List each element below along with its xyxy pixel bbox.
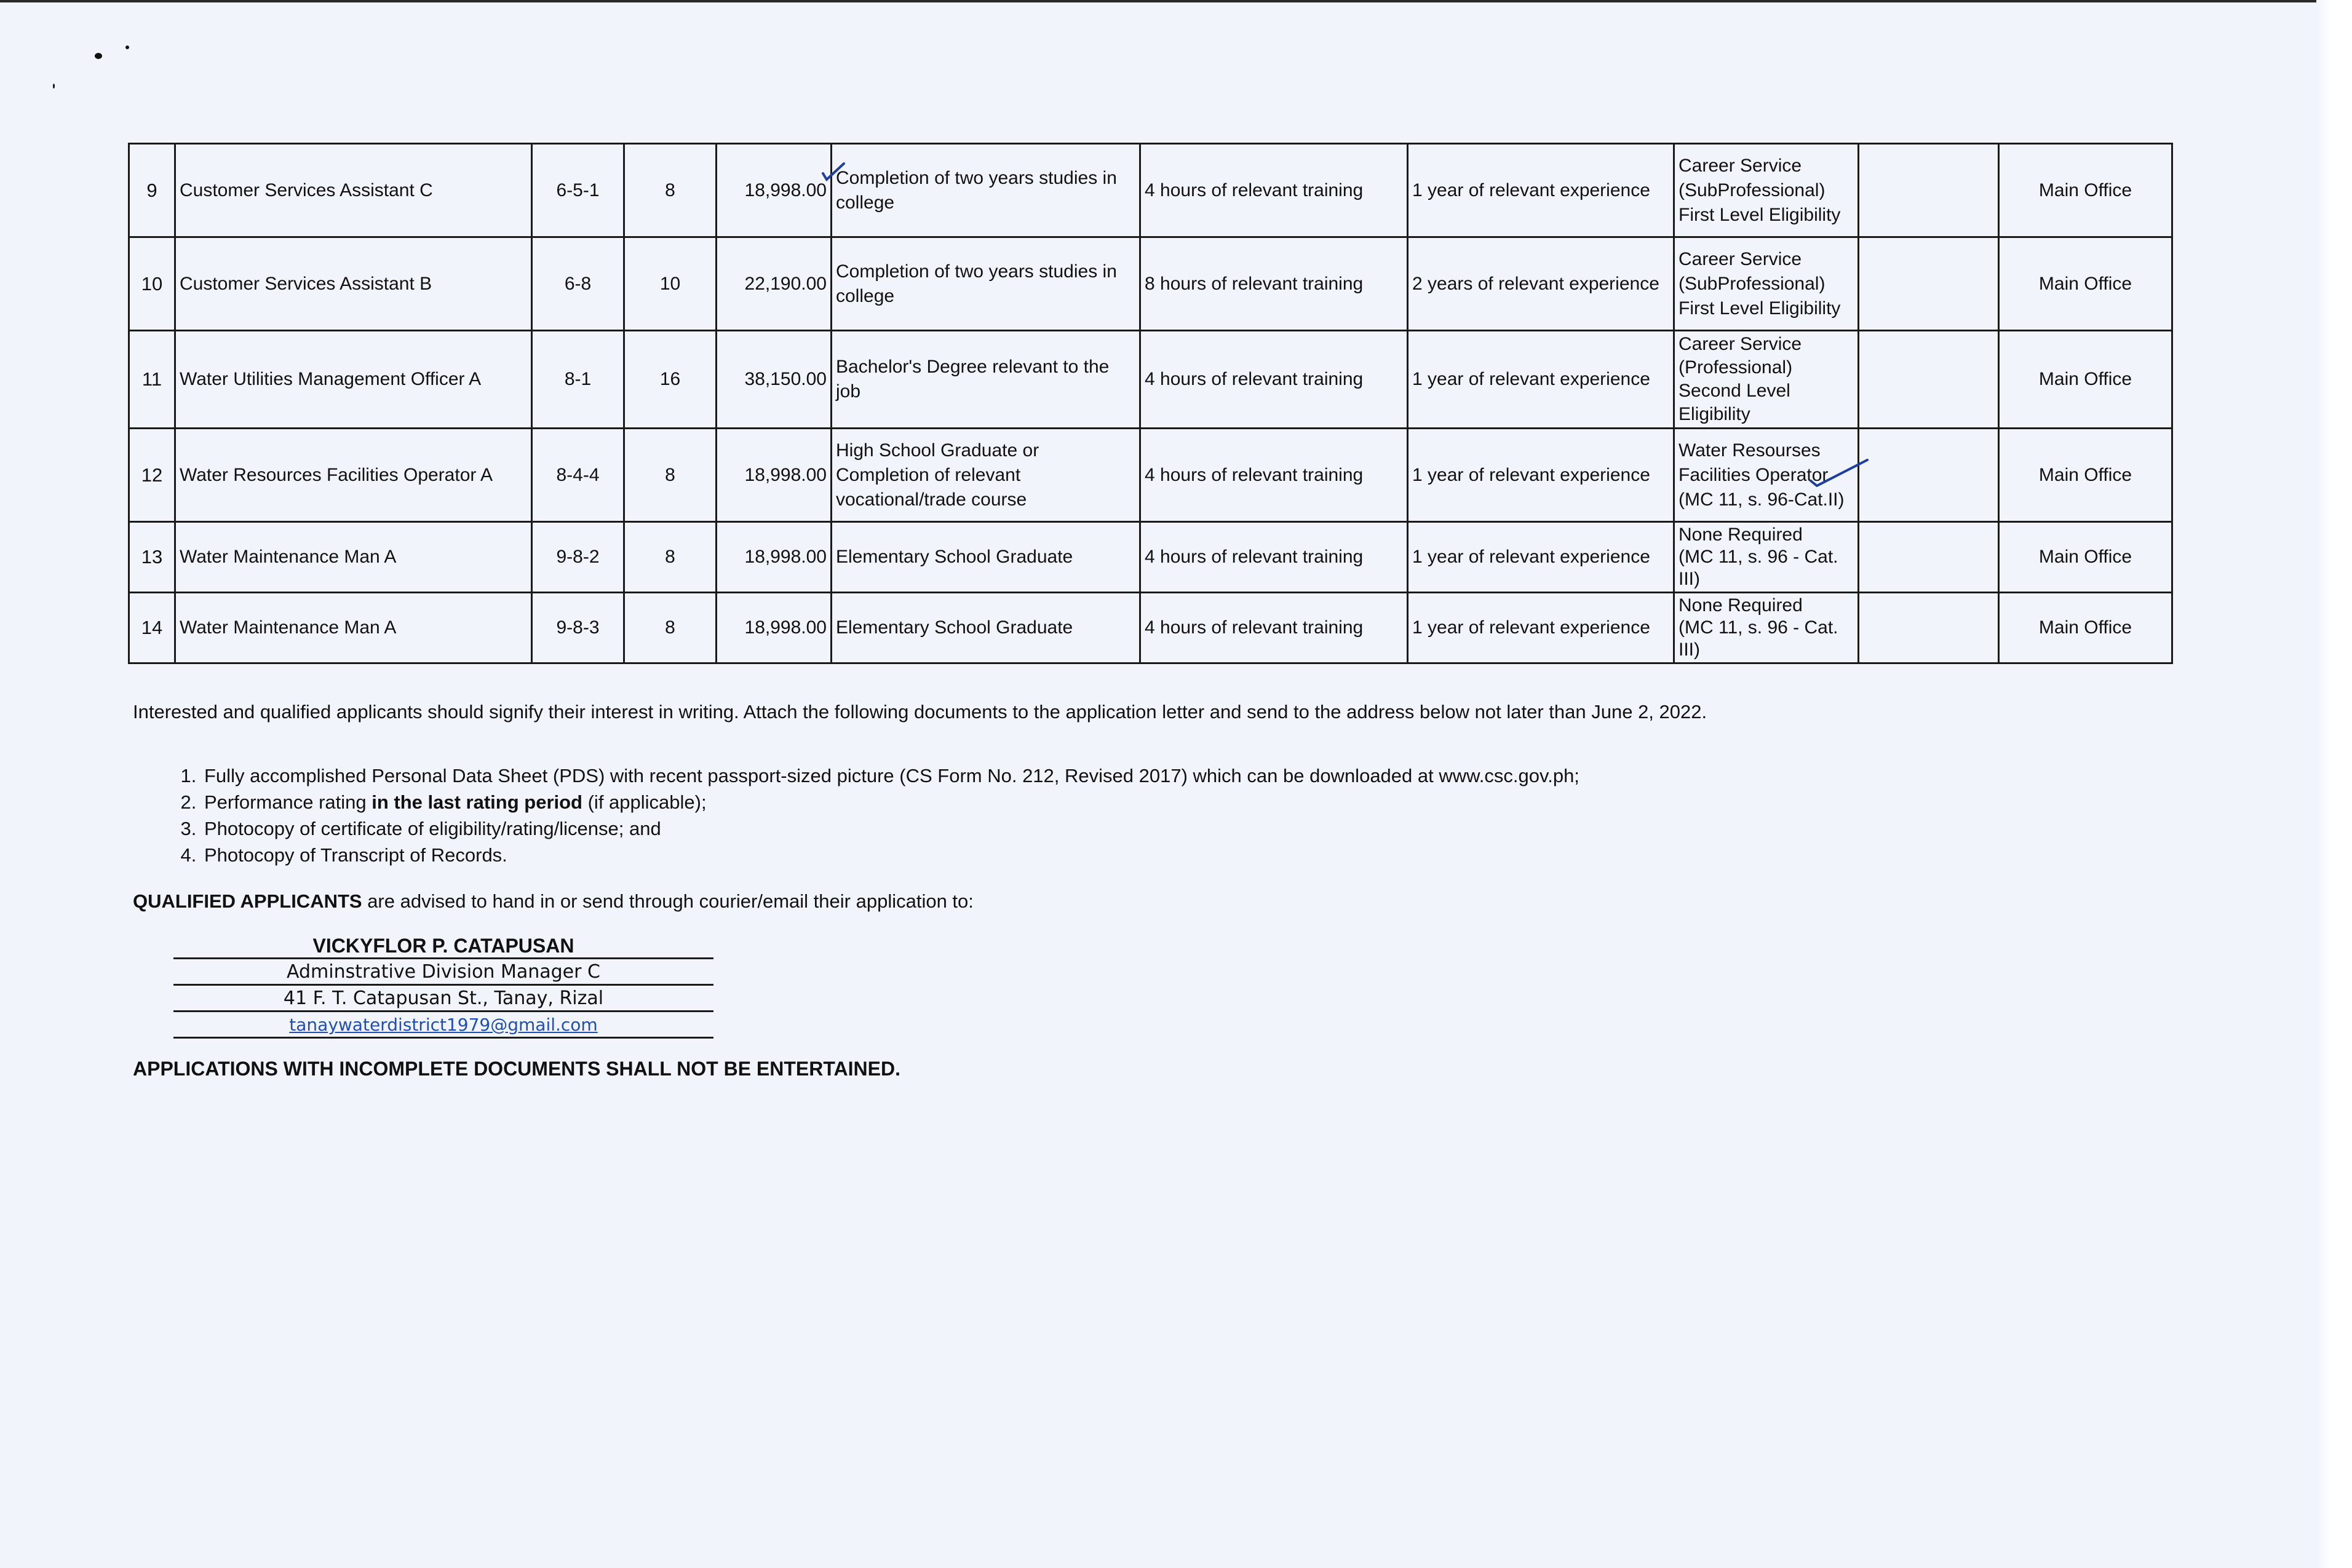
- place-of-assignment: Main Office: [1999, 144, 2172, 237]
- experience-requirement: 1 year of relevant experience: [1408, 522, 1674, 593]
- place-of-assignment: Main Office: [1999, 429, 2172, 522]
- competency-cell: [1859, 429, 1999, 522]
- training-requirement: 4 hours of relevant training: [1140, 144, 1408, 237]
- contact-position: Adminstrative Division Manager C: [173, 959, 713, 986]
- monthly-salary: 22,190.00: [717, 237, 832, 331]
- requirement-emphasis: in the last rating period: [371, 791, 582, 813]
- contact-email-link[interactable]: tanaywaterdistrict1979@gmail.com: [289, 1015, 598, 1035]
- requirement-text: (if applicable);: [582, 791, 707, 813]
- training-requirement: 4 hours of relevant training: [1140, 593, 1408, 663]
- training-requirement: 4 hours of relevant training: [1140, 331, 1408, 429]
- plantilla-item-no: 9-8-3: [532, 593, 624, 663]
- training-requirement: 4 hours of relevant training: [1140, 522, 1408, 593]
- place-of-assignment: Main Office: [1999, 331, 2172, 429]
- scan-top-edge: [0, 0, 2352, 2]
- salary-grade: 16: [624, 331, 717, 429]
- training-requirement: 4 hours of relevant training: [1140, 429, 1408, 522]
- eligibility-requirement: None Required (MC 11, s. 96 - Cat. III): [1674, 593, 1859, 663]
- row-number: 9: [129, 144, 175, 237]
- competency-cell: [1859, 331, 1999, 429]
- competency-cell: [1859, 144, 1999, 237]
- notice-text: are advised to hand in or send through courier/email their application to:: [362, 890, 974, 912]
- education-requirement: Bachelor's Degree relevant to the job: [832, 331, 1140, 429]
- position-title: Water Maintenance Man A: [175, 522, 532, 593]
- application-instructions: Interested and qualified applicants should signify their interest in writing. Attach the following documents to the application letter and send to the address below not later than June 2, 2022.: [133, 701, 1707, 723]
- row-number: 12: [129, 429, 175, 522]
- monthly-salary: 18,998.00: [717, 144, 832, 237]
- row-number: 13: [129, 522, 175, 593]
- education-requirement: Elementary School Graduate: [832, 593, 1140, 663]
- table-row: [129, 331, 2172, 429]
- submission-notice: [133, 889, 2101, 914]
- experience-requirement: 1 year of relevant experience: [1408, 331, 1674, 429]
- requirement-text: Performance rating: [204, 791, 372, 813]
- requirement-text: Photocopy of Transcript of Records.: [204, 844, 507, 866]
- salary-grade: 8: [624, 593, 717, 663]
- scan-right-edge: [2316, 0, 2352, 1568]
- list-item: [202, 762, 2108, 789]
- training-requirement: 8 hours of relevant training: [1140, 237, 1408, 331]
- list-item: [202, 815, 2108, 842]
- monthly-salary: 18,998.00: [717, 429, 832, 522]
- experience-requirement: 1 year of relevant experience: [1408, 429, 1674, 522]
- list-item: [202, 789, 2108, 815]
- table-row: [129, 144, 2172, 237]
- salary-grade: 8: [624, 144, 717, 237]
- eligibility-requirement: Water Resourses Facilities Operator (MC 11, s. 96-Cat.II): [1674, 429, 1859, 522]
- row-number: 11: [129, 331, 175, 429]
- education-requirement: Elementary School Graduate: [832, 522, 1140, 593]
- contact-address: 41 F. T. Catapusan St., Tanay, Rizal: [173, 986, 713, 1012]
- contact-name: VICKYFLOR P. CATAPUSAN: [173, 933, 713, 959]
- plantilla-item-no: 8-4-4: [532, 429, 624, 522]
- eligibility-requirement: None Required (MC 11, s. 96 - Cat. III): [1674, 522, 1859, 593]
- monthly-salary: 18,998.00: [717, 593, 832, 663]
- plantilla-item-no: 6-8: [532, 237, 624, 331]
- experience-requirement: 1 year of relevant experience: [1408, 144, 1674, 237]
- scan-speck: [53, 84, 55, 89]
- plantilla-item-no: 9-8-2: [532, 522, 624, 593]
- requirement-text: Photocopy of certificate of eligibility/rating/license; and: [204, 818, 661, 839]
- experience-requirement: 2 years of relevant experience: [1408, 237, 1674, 331]
- competency-cell: [1859, 593, 1999, 663]
- table-row: [129, 593, 2172, 663]
- row-number: 14: [129, 593, 175, 663]
- pen-checkmark-icon: [1808, 459, 1870, 487]
- positions-table: [128, 143, 2173, 664]
- position-title: Water Utilities Management Officer A: [175, 331, 532, 429]
- salary-grade: 10: [624, 237, 717, 331]
- pen-checkmark-icon: [822, 161, 846, 183]
- place-of-assignment: Main Office: [1999, 593, 2172, 663]
- requirement-text: Fully accomplished Personal Data Sheet (PDS) with recent passport-sized picture (CS Form No. 212, Revised 2017) which can be downloaded at www.csc.gov.ph;: [204, 765, 1579, 786]
- scan-speck: [125, 46, 129, 49]
- contact-block: [173, 933, 713, 1039]
- notice-emphasis: QUALIFIED APPLICANTS: [133, 890, 362, 912]
- eligibility-requirement: Career Service (SubProfessional) First Level Eligibility: [1674, 144, 1859, 237]
- row-number: 10: [129, 237, 175, 331]
- table-row: [129, 522, 2172, 593]
- eligibility-requirement: Career Service (SubProfessional) First Level Eligibility: [1674, 237, 1859, 331]
- position-title: Customer Services Assistant B: [175, 237, 532, 331]
- education-requirement: High School Graduate or Completion of relevant vocational/trade course: [832, 429, 1140, 522]
- salary-grade: 8: [624, 522, 717, 593]
- place-of-assignment: Main Office: [1999, 522, 2172, 593]
- monthly-salary: 38,150.00: [717, 331, 832, 429]
- salary-grade: 8: [624, 429, 717, 522]
- place-of-assignment: Main Office: [1999, 237, 2172, 331]
- experience-requirement: 1 year of relevant experience: [1408, 593, 1674, 663]
- competency-cell: [1859, 237, 1999, 331]
- requirements-list: [178, 762, 2108, 868]
- education-requirement: Completion of two years studies in college: [832, 237, 1140, 331]
- position-title: Water Resources Facilities Operator A: [175, 429, 532, 522]
- competency-cell: [1859, 522, 1999, 593]
- incomplete-documents-warning: APPLICATIONS WITH INCOMPLETE DOCUMENTS SHALL NOT BE ENTERTAINED.: [133, 1058, 900, 1080]
- monthly-salary: 18,998.00: [717, 522, 832, 593]
- plantilla-item-no: 6-5-1: [532, 144, 624, 237]
- plantilla-item-no: 8-1: [532, 331, 624, 429]
- list-item: [202, 842, 2108, 868]
- eligibility-requirement: Career Service (Professional) Second Level Eligibility: [1674, 331, 1859, 429]
- position-title: Water Maintenance Man A: [175, 593, 532, 663]
- education-requirement: Completion of two years studies in college: [832, 144, 1140, 237]
- position-title: Customer Services Assistant C: [175, 144, 532, 237]
- table-row: [129, 237, 2172, 331]
- scan-speck: [95, 53, 102, 59]
